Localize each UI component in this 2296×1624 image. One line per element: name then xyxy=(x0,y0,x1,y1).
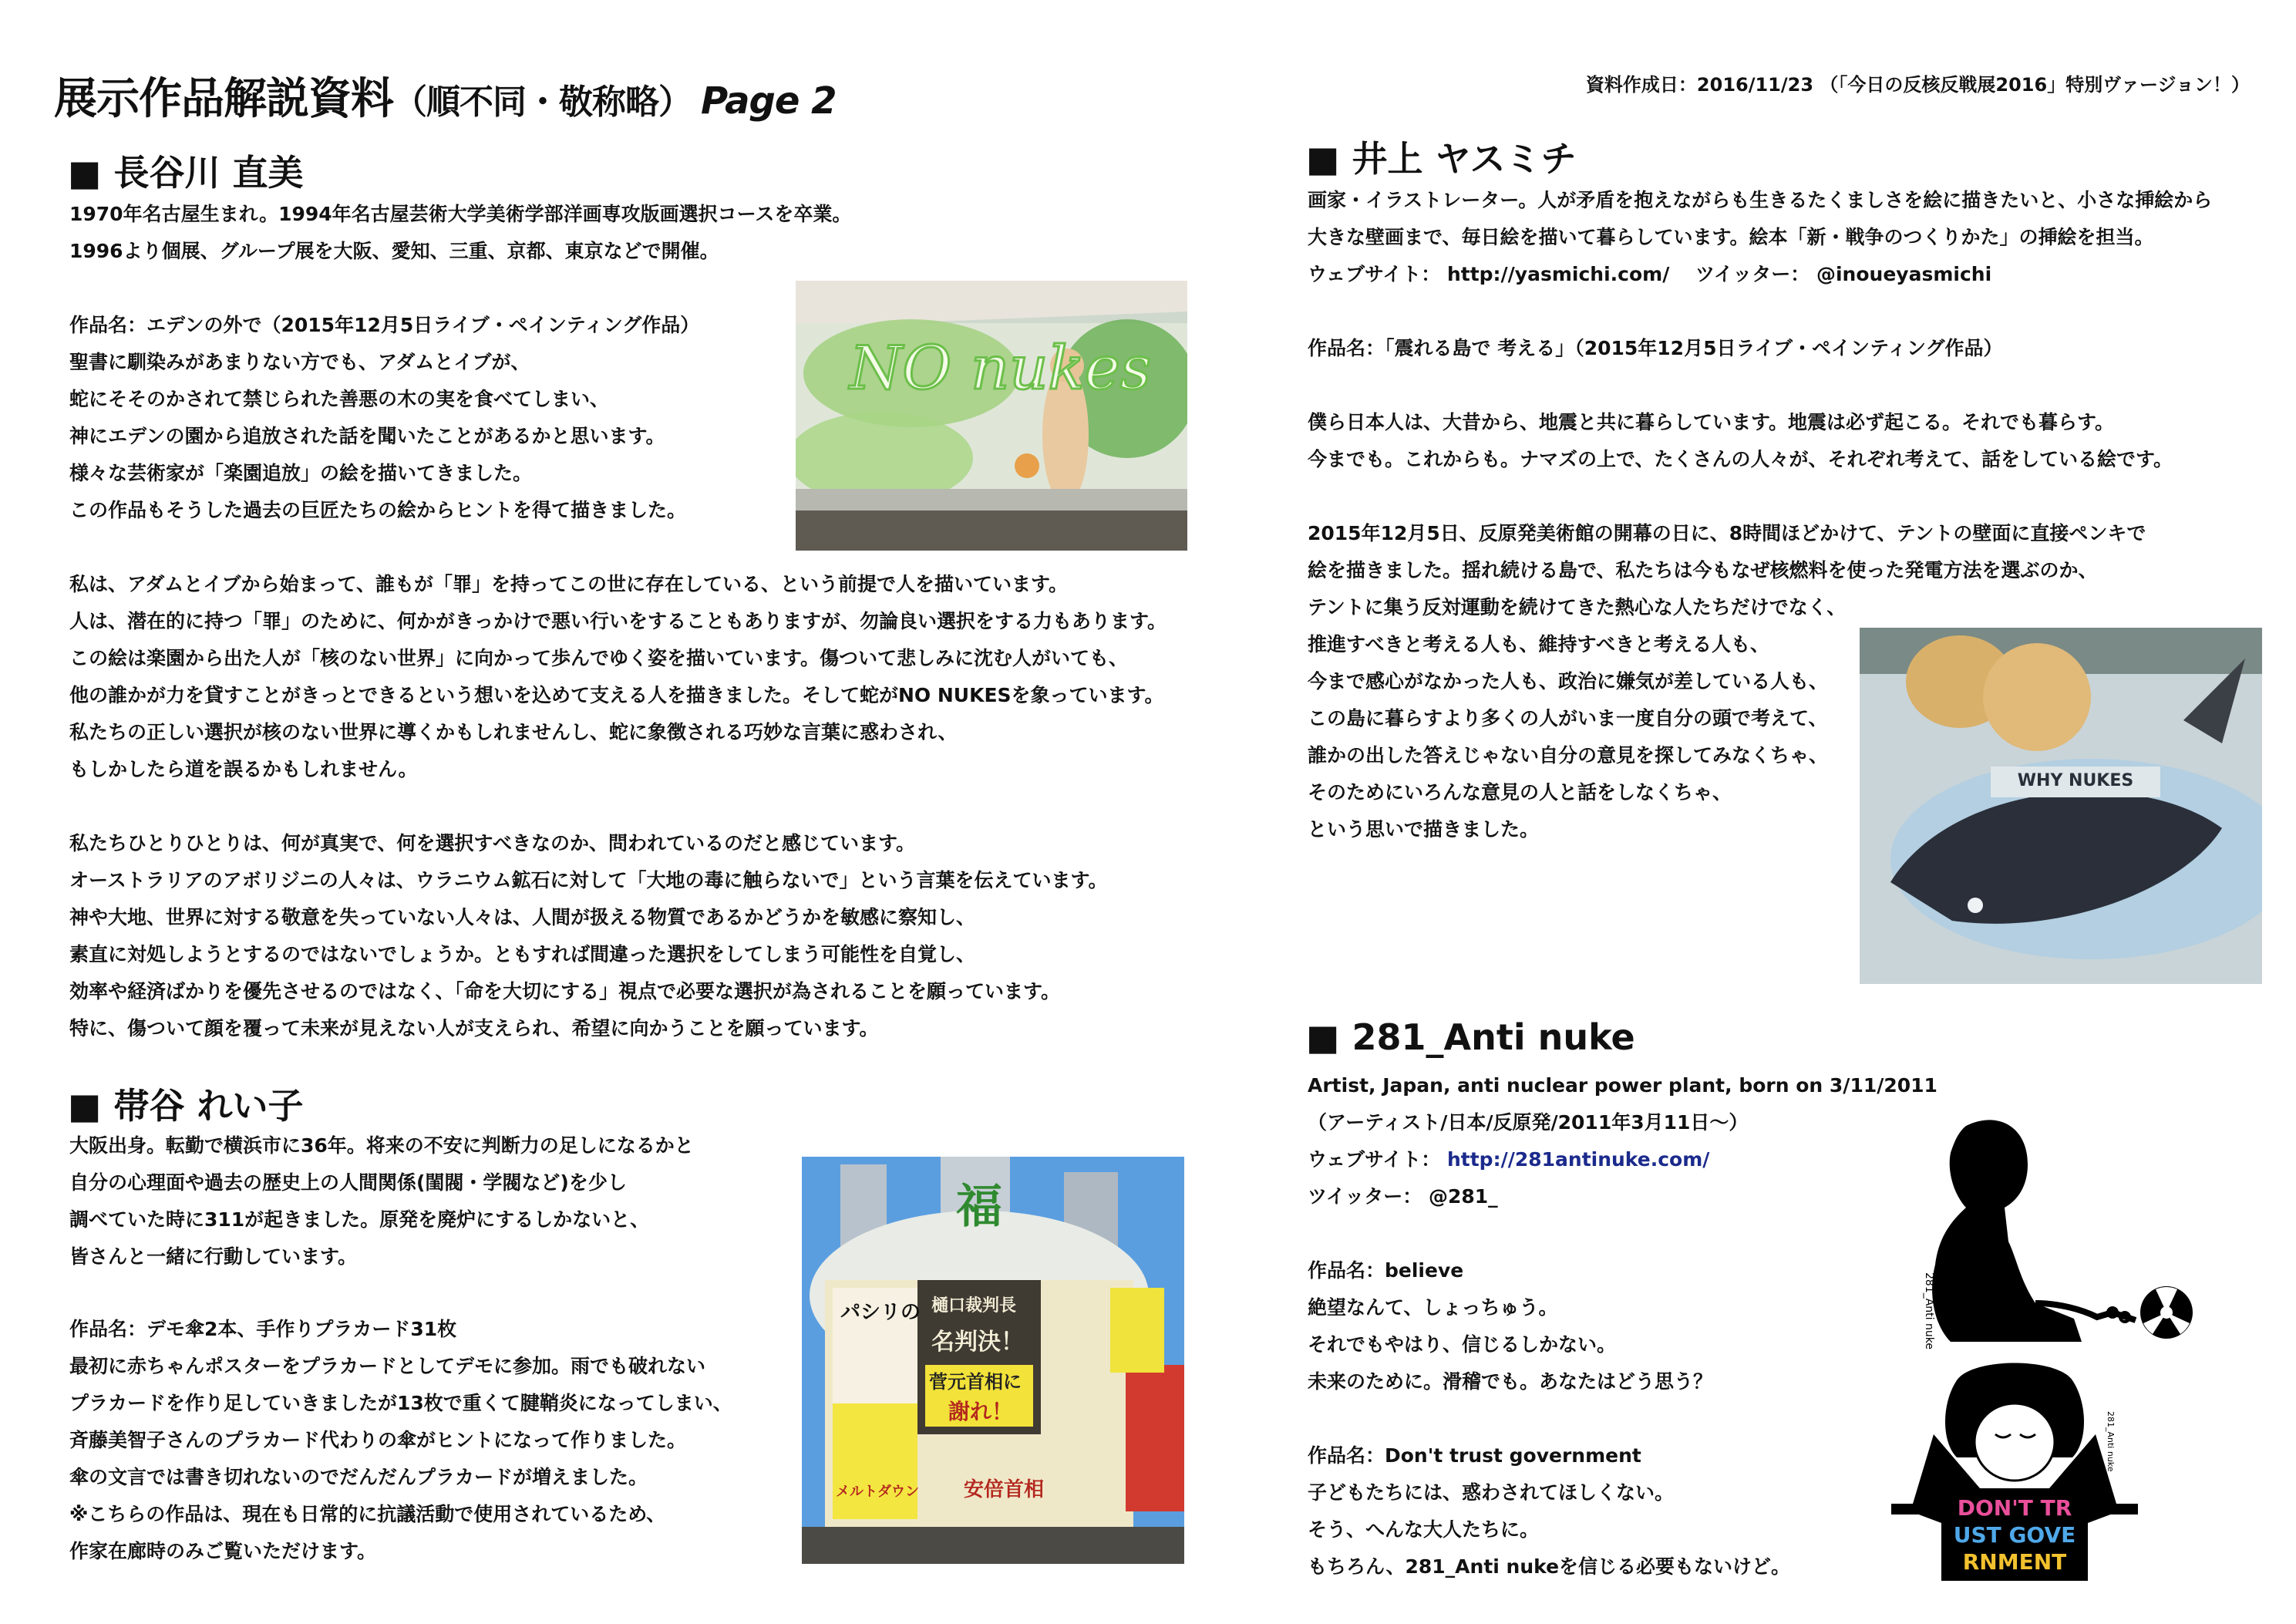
placard-text: 名判決！ xyxy=(931,1329,1024,1356)
text-line: 私は、アダムとイブから始まって、誰もが「罪」を持ってこの世に存在している、という前提で人を描いています。 xyxy=(69,573,1069,595)
text-line: 2015年12月5日、反原発美術館の開幕の日に、8時間ほどかけて、テントの壁面に直接ペンキで xyxy=(1308,522,2146,544)
obitani-umbrella-photo xyxy=(802,1157,1184,1564)
text-line: 絶望なんて、しょっちゅう。 xyxy=(1308,1296,1558,1319)
web-label: ウェブサイト： xyxy=(1308,1148,1441,1171)
281-work-believe xyxy=(1308,1252,1712,1400)
hasegawa-statement-1 xyxy=(69,566,1167,788)
text-line: 作品名：believe xyxy=(1308,1259,1464,1282)
painting-caption: NO nukes xyxy=(850,334,1151,403)
text-line: 僕ら日本人は、大昔から、地震と共に暮らしています。地震は必ず起こる。それでも暮らす。 xyxy=(1308,411,2115,433)
inoue-work-title: 作品名：「震れる島で 考える」（2015年12月5日ライブ・ペインティング作品） xyxy=(1308,337,2003,359)
obitani-work xyxy=(69,1311,732,1570)
text-line: 私たちの正しい選択が核のない世界に導くかもしれませんし、蛇に象徴される巧妙な言葉に惑わされ、 xyxy=(69,721,958,743)
text-line: 蛇にそそのかされて禁じられた善悪の木の実を食べてしまい、 xyxy=(69,388,610,410)
text-line: 効率や経済ばかりを優先させるのではなく、「命を大切にする」視点で必要な選択が為されることを願っています。 xyxy=(69,980,1061,1002)
text-line: この島に暮らすより多くの人がいま一度自分の頭で考えて、 xyxy=(1308,707,1828,729)
text-line: 作品名：エデンの外で（2015年12月5日ライブ・ペインティング作品） xyxy=(69,314,700,336)
text-line: 神や大地、世界に対する敬意を失っていない人々は、人間が扱える物質であるかどうかを敏感に察知し、 xyxy=(69,906,976,928)
shirt-text: RNMENT xyxy=(1962,1549,2067,1575)
hasegawa-bio xyxy=(69,196,851,270)
text-line: 作家在廊時のみご覧いただけます。 xyxy=(69,1540,377,1562)
hasegawa-work xyxy=(69,307,699,529)
text-line: 今までも。これからも。ナマズの上で、たくさんの人々が、それぞれ考えて、話をしている絵です。 xyxy=(1308,448,2173,470)
text-line: 推進すべきと考える人も、維持すべきと考える人も、 xyxy=(1308,633,1770,655)
281-twitter-line: ツイッター： @281_ xyxy=(1308,1185,1498,1208)
title-main: 展示作品解説資料 xyxy=(54,74,393,124)
artwork-signature: 281_Anti nuke xyxy=(2106,1411,2116,1472)
text-line: 他の誰かが力を貸すことがきっとできるという想いを込めて支える人を描きました。そして蛇がNO NUKESを象っています。 xyxy=(69,684,1164,706)
hasegawa-painting-photo xyxy=(796,281,1187,551)
shirt-text: DON'T TR xyxy=(1957,1495,2072,1521)
text-line: 素直に対処しようとするのではないでしょうか。ともすれば間違った選択をしてしまう可能性を自覚し、 xyxy=(69,943,976,965)
page-title xyxy=(54,65,837,126)
mural-caption: WHY NUKES xyxy=(2017,771,2134,790)
text-line: もちろん、281_Anti nukeを信じる必要もないけど。 xyxy=(1308,1555,1791,1578)
placard-text: 安倍首相 xyxy=(964,1478,1045,1501)
text-line: 斉藤美智子さんのプラカード代わりの傘がヒントになって作りました。 xyxy=(69,1429,687,1451)
text-line: 画家・イラストレーター。人が矛盾を抱えながらも生きるたくましさを絵に描きたいと、小さな挿絵から xyxy=(1308,189,2213,211)
section-heading-obitani: ■ 帯谷 れい子 xyxy=(68,1085,304,1127)
artwork-signature: 281_Anti nuke xyxy=(1923,1272,1935,1349)
text-line: 皆さんと一緒に行動しています。 xyxy=(69,1245,358,1268)
section-heading-281: ■ 281_Anti nuke xyxy=(1306,1016,1635,1058)
text-line: プラカードを作り足していきましたが13枚で重くて腱鞘炎になってしまい、 xyxy=(69,1392,732,1414)
text-line: 未来のために。滑稽でも。あなたはどう思う？ xyxy=(1308,1370,1713,1393)
placard-text: メルトダウン xyxy=(836,1484,919,1500)
placard-text: パシリの xyxy=(840,1301,921,1324)
section-heading-inoue: ■ 井上 ヤスミチ xyxy=(1306,138,1577,180)
text-line: 聖書に馴染みがあまりない方でも、アダムとイブが、 xyxy=(69,351,530,373)
text-line: 大阪出身。転勤で横浜市に36年。将来の不安に判断力の足しになるかと xyxy=(69,1134,694,1157)
document-date: 資料作成日：2016/11/23 （「今日の反核反戦展2016」特別ヴァージョン！） xyxy=(1585,74,2250,96)
281-profile xyxy=(1308,1067,1937,1215)
text-line: 1970年名古屋生まれ。1994年名古屋芸術大学美術学部洋画専攻版画選択コースを卒業。 xyxy=(69,203,852,225)
text-line: 様々な芸術家が「楽園追放」の絵を描いてきました。 xyxy=(69,462,533,484)
section-heading-hasegawa: ■ 長谷川 直美 xyxy=(68,152,304,194)
text-line: テントに集う反対運動を続けてきた熱心な人たちだけでなく、 xyxy=(1308,596,1847,618)
text-line: 傘の文言では書き切れないのでだんだんプラカードが増えました。 xyxy=(69,1466,648,1488)
text-line: 誰かの出した答えじゃない自分の意見を探してみなくちゃ、 xyxy=(1308,744,1829,767)
text-line: （アーティスト/日本/反原発/2011年3月11日〜） xyxy=(1308,1111,1749,1134)
text-line: この絵は楽園から出た人が「核のない世界」に向かって歩んでゆく姿を描いています。傷ついて悲しみに沈む人がいても、 xyxy=(69,647,1129,669)
text-line: この作品もそうした過去の巨匠たちの絵からヒントを得て描きました。 xyxy=(69,499,687,521)
text-line: 子どもたちには、惑わされてほしくない。 xyxy=(1308,1481,1675,1504)
281-work-dont-trust xyxy=(1308,1437,1790,1585)
text-line: 最初に赤ちゃんポスターをプラカードとしてデモに参加。雨でも破れない xyxy=(69,1355,706,1377)
inoue-mural-photo xyxy=(1860,628,2262,984)
text-line: 調べていた時に311が起きました。原発を廃炉にするしかないと、 xyxy=(69,1208,650,1231)
page-number: Page 2 xyxy=(701,79,837,123)
hasegawa-statement-2 xyxy=(69,825,1108,1047)
website-link[interactable]: http://281antinuke.com/ xyxy=(1446,1148,1710,1171)
inoue-web-line: ウェブサイト： http://yasmichi.com/ ツイッター： @inoueyasmichi xyxy=(1308,263,1992,285)
umbrella-text: 福 xyxy=(956,1180,1002,1234)
text-line: そのためにいろんな意見の人と話をしなくちゃ、 xyxy=(1308,781,1732,804)
text-line: 私たちひとりひとりは、何が真実で、何を選択すべきなのか、問われているのだと感じています。 xyxy=(69,832,916,854)
placard-text: 樋口裁判長 xyxy=(931,1296,1017,1316)
text-line: 作品名：デモ傘2本、手作りプラカード31枚 xyxy=(69,1318,457,1340)
text-line: 特に、傷ついて顔を覆って未来が見えない人が支えられ、希望に向かうことを願っています。 xyxy=(69,1017,879,1039)
believe-artwork xyxy=(1881,1110,2220,1365)
text-line: という思いで描きました。 xyxy=(1308,818,1540,841)
text-line: 自分の心理面や過去の歴史上の人間関係(閨閥・学閥など)を少し xyxy=(69,1171,627,1194)
281-web-line xyxy=(1308,1141,1937,1178)
text-line: ※こちらの作品は、現在も日常的に抗議活動で使用されているため、 xyxy=(69,1503,666,1525)
text-line: 今まで感心がなかった人も、政治に嫌気が差している人も、 xyxy=(1308,670,1829,692)
dont-trust-artwork xyxy=(1887,1357,2142,1581)
text-line: 大きな壁画まで、毎日絵を描いて暮らしています。絵本「新・戦争のつくりかた」の挿絵を担当。 xyxy=(1308,226,2154,248)
inoue-statement-1 xyxy=(1308,404,2173,478)
text-line: 1996より個展、グループ展を大阪、愛知、三重、京都、東京などで開催。 xyxy=(69,240,719,262)
text-line: 神にエデンの園から追放された話を聞いたことがあるかと思います。 xyxy=(69,425,665,447)
placard-text: 菅元首相に xyxy=(929,1371,1022,1393)
text-line: オーストラリアのアボリジニの人々は、ウラニウム鉱石に対して「大地の毒に触らないで」という言葉を伝えています。 xyxy=(69,869,1108,891)
text-line: 作品名：Don't trust government xyxy=(1308,1444,1641,1467)
inoue-bio xyxy=(1308,182,2212,293)
obitani-bio xyxy=(69,1127,694,1275)
text-line: もしかしたら道を誤るかもしれません。 xyxy=(69,758,418,780)
text-line: それでもやはり、信じるしかない。 xyxy=(1308,1333,1617,1356)
placard-text: 謝れ！ xyxy=(948,1399,1014,1424)
text-line: そう、へんな大人たちに。 xyxy=(1308,1518,1540,1541)
text-line: Artist, Japan, anti nuclear power plant, born on 3/11/2011 xyxy=(1308,1074,1937,1097)
text-line: 人は、潜在的に持つ「罪」のために、何かがきっかけで悪い行いをすることもありますが、勿論良い選択をする力もあります。 xyxy=(69,610,1167,632)
title-subtitle: （順不同・敬称略） xyxy=(393,83,692,122)
shirt-text: UST GOVE xyxy=(1953,1522,2076,1548)
text-line: 絵を描きました。揺れ続ける島で、私たちは今もなぜ核燃料を使った発電方法を選ぶのか、 xyxy=(1308,559,2098,581)
